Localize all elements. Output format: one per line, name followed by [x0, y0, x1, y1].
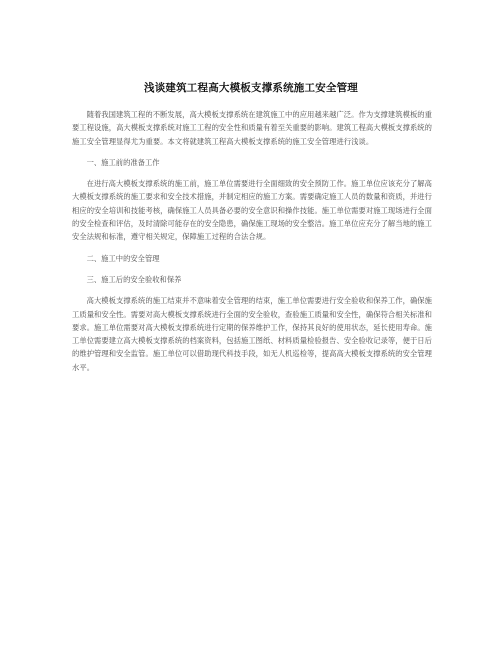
intro-paragraph: 随着我国建筑工程的不断发展，高大模板支撑系统在建筑施工中的应用越来越广泛。作为支撑建筑模板的重要工程设施，高大模板支撑系统对施工工程的安全性和质量有着至关重要的影响。建筑工程高大模板支撑系统的施工安全管理显得尤为重要。本文将就建筑工程高大模板支撑系统的施工安全管理进行浅谈。	[72, 110, 432, 146]
spacer	[72, 265, 432, 273]
section-3-paragraph: 高大模板支撑系统的施工结束并不意味着安全管理的结束，施工单位需要进行安全验收和保养工作，确保施工质量和安全性。需要对高大模板支撑系统进行全面的安全验收，查验施工质量和安全性，确保符合相关标准和要求。施工单位需要对高大模板支撑系统进行定期的保养维护工作，保持其良好的使用状态，延长使用寿命。施工单位需要建立高大模板支撑系统的档案资料，包括施工图纸、材料质量检验报告、安全验收记录等，便于日后的维护管理和安全监管。施工单位可以借助现代科技手段，如无人机巡检等，提高高大模板支撑系统的安全管理水平。	[72, 296, 432, 372]
section-1-paragraph: 在进行高大模板支撑系统的施工前，施工单位需要进行全面细致的安全预防工作。施工单位应该充分了解高大模板支撑系统的施工要求和安全技术措施，并制定相应的施工方案。需要确定施工人员的数量和资质，并进行相应的安全培训和技能考核，确保施工人员具备必要的安全意识和操作技能。施工单位需要对施工现场进行全面的安全检查和评估，及时清除可能存在的安全隐患，确保施工现场的安全整洁。施工单位应充分了解当地的施工安全法规和标准，遵守相关规定，保障施工过程的合法合规。	[72, 179, 432, 242]
spacer	[72, 169, 432, 177]
document-title: 浅谈建筑工程高大模板支撑系统施工安全管理	[144, 82, 358, 94]
section-1-heading: 一、施工前的准备工作	[86, 157, 160, 167]
section-2-heading: 二、施工中的安全管理	[86, 253, 160, 263]
document-body	[72, 108, 432, 374]
spacer	[72, 286, 432, 294]
spacer	[72, 244, 432, 252]
section-3-heading: 三、施工后的安全验收和保养	[86, 274, 182, 284]
spacer	[72, 148, 432, 156]
